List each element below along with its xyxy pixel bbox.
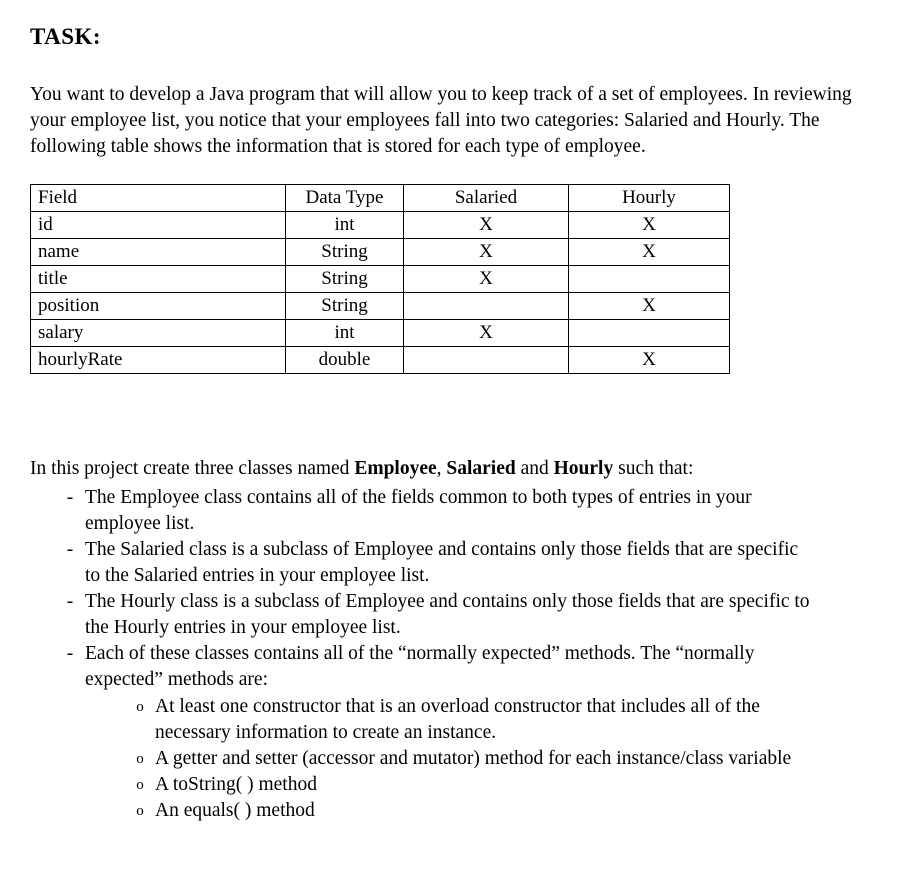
cell-field: id [31, 212, 286, 239]
cell-type: int [286, 320, 404, 347]
header-field: Field [31, 185, 286, 212]
task-heading: TASK: [30, 24, 102, 49]
lead-text: , [436, 458, 447, 480]
table-row [31, 347, 730, 374]
cell-salaried: X [404, 239, 569, 266]
sub-bullet-text: At least one constructor that is an overload constructor that includes all of the necessary information to create an instance. [155, 695, 760, 743]
bullet-text: The Employee class contains all of the fields common to both types of entries in your employee list. [85, 486, 752, 534]
project-lead-line [30, 456, 866, 482]
bullet-item [30, 641, 866, 693]
header-data-type: Data Type [286, 185, 404, 212]
bullet-text: Each of these classes contains all of the “normally expected” methods. The “normally expected” methods are: [85, 643, 755, 691]
cell-field: position [31, 293, 286, 320]
sub-bullet-text: A getter and setter (accessor and mutator) method for each instance/class variable [155, 747, 792, 769]
circle-bullet-icon: o [136, 698, 144, 715]
table-row [31, 266, 730, 293]
cell-hourly: X [569, 212, 730, 239]
bullet-text: The Hourly class is a subclass of Employee and contains only those fields that are specific to the Hourly entries in your employee list. [85, 591, 810, 639]
bullet-item [30, 589, 866, 641]
cell-field: title [31, 266, 286, 293]
cell-salaried [404, 347, 569, 374]
cell-field: hourlyRate [31, 347, 286, 374]
dash-bullet-icon: - [66, 643, 74, 665]
circle-bullet-icon: o [136, 776, 144, 793]
class-name-salaried: Salaried [446, 458, 516, 480]
cell-salaried [404, 293, 569, 320]
table-header-row [31, 185, 730, 212]
bullet-item [30, 485, 866, 537]
class-name-employee: Employee [354, 458, 437, 480]
bullet-text: The Salaried class is a subclass of Employee and contains only those fields that are specific to the Salaried entries in your employee list. [85, 538, 799, 586]
cell-field: name [31, 239, 286, 266]
header-hourly: Hourly [569, 185, 730, 212]
dash-bullet-icon: - [66, 538, 74, 560]
dash-bullet-icon: - [66, 486, 74, 508]
cell-salaried: X [404, 212, 569, 239]
cell-type: int [286, 212, 404, 239]
cell-salaried: X [404, 266, 569, 293]
cell-hourly: X [569, 239, 730, 266]
cell-hourly: X [569, 293, 730, 320]
sub-bullet-text: A toString( ) method [155, 773, 317, 795]
table-row [31, 239, 730, 266]
class-name-hourly: Hourly [553, 458, 614, 480]
lead-text: In this project create three classes named [30, 458, 355, 480]
cell-field: salary [31, 320, 286, 347]
circle-bullet-icon: o [136, 750, 144, 767]
sub-bullet-item [30, 772, 866, 798]
sub-bullet-text: An equals( ) method [155, 800, 315, 821]
header-salaried: Salaried [404, 185, 569, 212]
cell-hourly [569, 320, 730, 347]
sub-bullet-item [30, 746, 866, 772]
table-row [31, 212, 730, 239]
intro-paragraph: You want to develop a Java program that will allow you to keep track of a set of employees. In reviewing your employee list, you notice that your employees fall into two categories: Salaried and Hourly. The following table shows the information that is stored for each type of employee. [30, 84, 852, 158]
sub-bullet-item [30, 798, 866, 824]
cell-type: String [286, 266, 404, 293]
table-row [31, 293, 730, 320]
bullet-item [30, 537, 866, 589]
table-row [31, 320, 730, 347]
cell-type: String [286, 239, 404, 266]
lead-text: and [515, 458, 554, 480]
employee-fields-table [30, 184, 730, 374]
sub-bullet-item [30, 694, 866, 746]
circle-bullet-icon: o [136, 803, 144, 819]
cell-hourly [569, 266, 730, 293]
cell-type: String [286, 293, 404, 320]
project-instructions [30, 456, 866, 824]
dash-bullet-icon: - [66, 591, 74, 612]
cell-salaried: X [404, 320, 569, 347]
cell-type: double [286, 347, 404, 374]
cell-hourly: X [569, 347, 730, 374]
lead-text: such that: [613, 458, 694, 480]
